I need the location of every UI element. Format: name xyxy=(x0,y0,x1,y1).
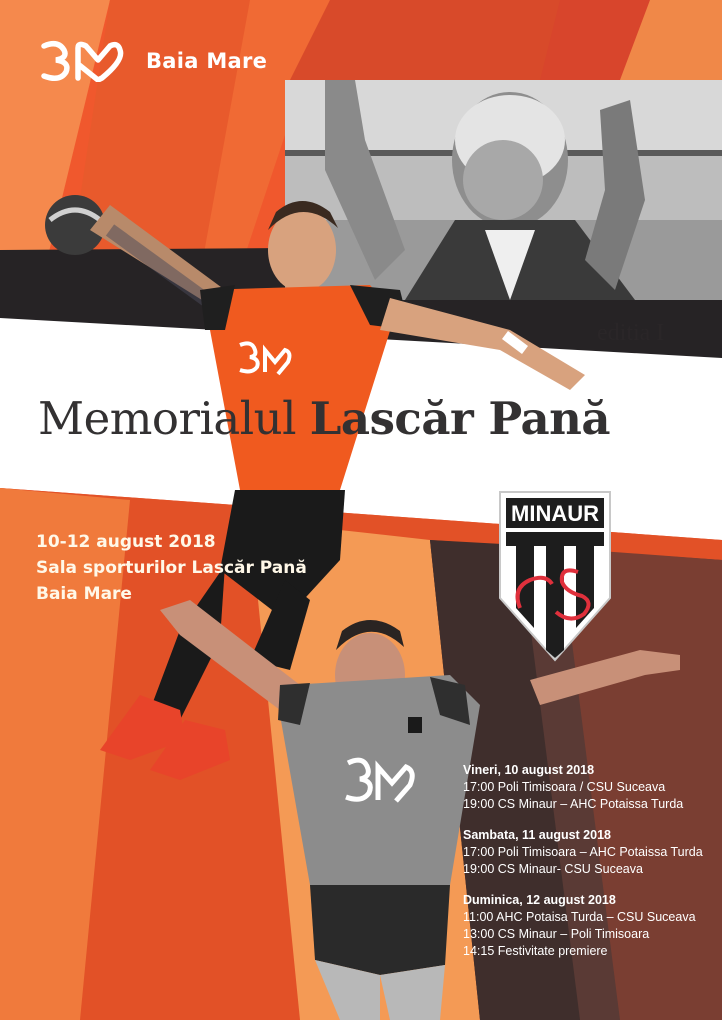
event-title-bold: Lascăr Pană xyxy=(309,392,611,445)
schedule-day xyxy=(463,762,703,813)
event-dates: 10-12 august 2018 xyxy=(36,532,216,552)
schedule-match: 14:15 Festivitate premiere xyxy=(463,944,608,958)
schedule-day xyxy=(463,892,703,960)
event-info xyxy=(36,529,307,607)
schedule-match: 19:00 CS Minaur – AHC Potaissa Turda xyxy=(463,797,684,811)
schedule-match: 13:00 CS Minaur – Poli Timisoara xyxy=(463,927,650,941)
schedule-match: 17:00 Poli Timisoara – AHC Potaissa Turda xyxy=(463,845,703,859)
schedule-day-title: Duminica, 12 august 2018 xyxy=(463,893,616,907)
cs-minaur-crest-icon xyxy=(496,488,614,664)
event-city: Baia Mare xyxy=(36,584,132,604)
logo-text: Baia Mare xyxy=(146,49,268,73)
baia-mare-logo-icon xyxy=(40,38,128,82)
match-schedule xyxy=(463,762,703,974)
event-title xyxy=(38,392,610,445)
event-venue: Sala sporturilor Lascăr Pană xyxy=(36,558,307,578)
edition-label: editia I xyxy=(597,320,665,346)
schedule-match: 17:00 Poli Timisoara / CSU Suceava xyxy=(463,780,666,794)
schedule-day-title: Sambata, 11 august 2018 xyxy=(463,828,611,842)
crest-label: MINAUR xyxy=(511,501,599,526)
event-title-light: Memorialul xyxy=(38,392,296,445)
schedule-match: 19:00 CS Minaur- CSU Suceava xyxy=(463,862,643,876)
schedule-match: 11:00 AHC Potaisa Turda – CSU Suceava xyxy=(463,910,696,924)
schedule-day-title: Vineri, 10 august 2018 xyxy=(463,763,595,777)
schedule-day xyxy=(463,827,703,878)
